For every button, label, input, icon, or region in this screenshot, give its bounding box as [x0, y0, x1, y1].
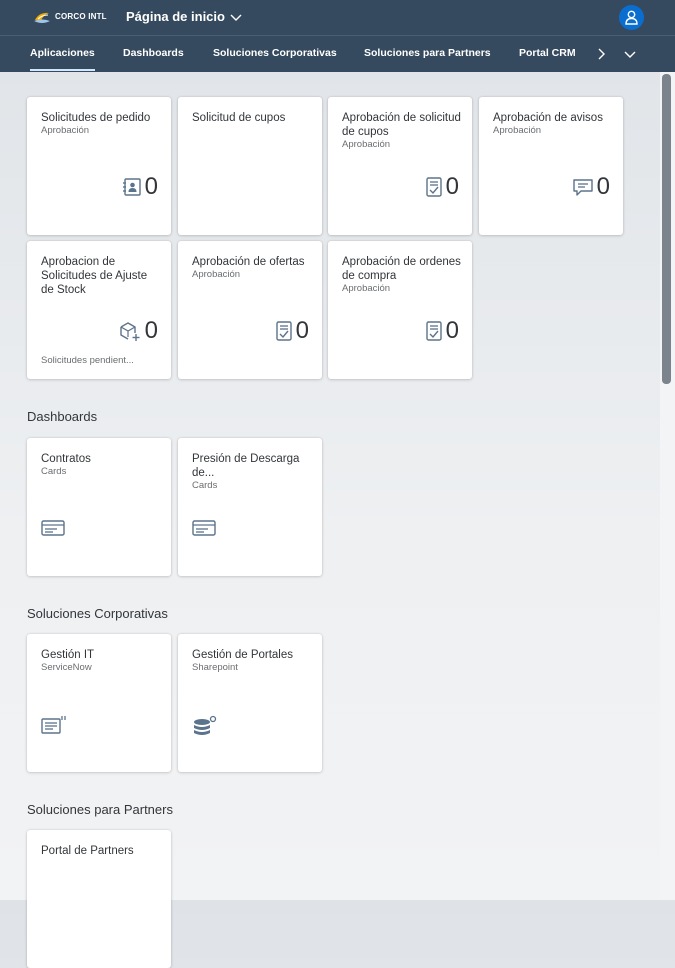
tile-title: Aprobación de ordenes de compra: [342, 256, 461, 282]
section-title-soluciones-partners: Soluciones para Partners: [27, 802, 173, 817]
tile-title: Presión de Descarga de...: [192, 453, 300, 479]
user-avatar-button[interactable]: [619, 5, 644, 30]
tile-footer: Solicitudes pendient...: [41, 355, 134, 366]
company-logo-text: CORCO INTL: [55, 12, 107, 21]
tile-title: Portal de Partners: [41, 845, 134, 857]
tile-subtitle: ServiceNow: [41, 662, 92, 673]
tab-aplicaciones[interactable]: Aplicaciones: [30, 47, 95, 59]
contact-card-icon: [122, 177, 142, 197]
tile-title: Solicitud de cupos: [192, 112, 286, 124]
section-title-soluciones-corporativas: Soluciones Corporativas: [27, 606, 168, 621]
tile-aprobacion-de-ofertas[interactable]: [178, 241, 322, 379]
tile-title: Gestión de Portales: [192, 649, 294, 661]
tile-header: [493, 111, 613, 137]
tile-subtitle: Cards: [41, 466, 67, 477]
tile-kpi: [425, 174, 459, 200]
tile-title: Contratos: [41, 453, 91, 465]
tile-kpi: [275, 318, 309, 344]
kpi-number: 0: [295, 317, 309, 344]
tile-title: Aprobación de ofertas: [192, 256, 305, 268]
tile-header: [41, 111, 161, 137]
tile-subtitle: Aprobación: [192, 269, 241, 280]
approval-doc-icon: [425, 176, 443, 198]
launchpad-content: [0, 72, 660, 900]
tile-title: Gestión IT: [41, 649, 95, 661]
comment-icon: [572, 177, 594, 197]
tile-subtitle: Aprobación: [342, 139, 391, 150]
section-title-dashboards: Dashboards: [27, 409, 98, 424]
tile-presion-de-descarga[interactable]: [178, 438, 322, 576]
tile-header: [192, 648, 312, 674]
database-icon: [192, 715, 218, 737]
tile-subtitle: Aprobación: [342, 283, 391, 294]
tab-soluciones-corporativas[interactable]: Soluciones Corporativas: [213, 47, 337, 59]
tile-kpi: [425, 318, 459, 344]
page-title[interactable]: Página de inicio: [126, 9, 225, 24]
kpi-number: 0: [445, 173, 459, 200]
tile-solicitudes-de-pedido[interactable]: [27, 97, 171, 235]
tile-title: Aprobación de solicitud de cupos: [342, 112, 461, 138]
tile-header: [342, 111, 462, 151]
chevron-down-icon[interactable]: [624, 48, 636, 60]
service-list-icon: [41, 715, 67, 735]
company-logo-icon[interactable]: [33, 9, 51, 25]
tile-gestion-de-portales[interactable]: [178, 634, 322, 772]
tile-aprobacion-ordenes-compra[interactable]: [328, 241, 472, 379]
tile-subtitle: Cards: [192, 480, 218, 491]
tile-header: [41, 255, 161, 297]
tile-contratos[interactable]: [27, 438, 171, 576]
tile-portal-de-partners[interactable]: [27, 830, 171, 968]
tile-solicitud-de-cupos[interactable]: [178, 97, 322, 235]
chevron-down-icon[interactable]: [230, 12, 242, 22]
approval-doc-icon: [275, 320, 293, 342]
tab-soluciones-partners[interactable]: Soluciones para Partners: [364, 47, 491, 59]
tile-aprobacion-solicitud-cupos[interactable]: [328, 97, 472, 235]
tile-kpi: [118, 318, 158, 344]
tile-gestion-it[interactable]: [27, 634, 171, 772]
tile-kpi: [122, 174, 158, 200]
tile-header: [41, 844, 161, 858]
approval-doc-icon: [425, 320, 443, 342]
tile-header: [342, 255, 462, 295]
card-icon: [192, 519, 216, 537]
tile-header: [192, 452, 312, 492]
card-icon: [41, 519, 65, 537]
chevron-right-icon[interactable]: [596, 48, 606, 60]
tile-aprobacion-de-avisos[interactable]: [479, 97, 623, 235]
tile-aprobacion-ajuste-stock[interactable]: [27, 241, 171, 379]
tile-subtitle: Aprobación: [493, 125, 542, 136]
person-icon: [625, 10, 638, 25]
tile-title: Solicitudes de pedido: [41, 112, 151, 124]
tile-header: [192, 255, 312, 281]
scrollbar-thumb[interactable]: [662, 74, 671, 384]
shell-bar: [0, 0, 675, 72]
tab-dashboards[interactable]: Dashboards: [123, 47, 184, 59]
shell-top-row: [0, 0, 675, 35]
product-adjust-icon: [118, 320, 142, 342]
kpi-number: 0: [596, 173, 610, 200]
tile-subtitle: Aprobación: [41, 125, 90, 136]
kpi-number: 0: [144, 317, 158, 344]
tile-subtitle: Sharepoint: [192, 662, 238, 673]
kpi-number: 0: [144, 173, 158, 200]
tile-title: Aprobación de avisos: [493, 112, 603, 124]
tab-portal-crm[interactable]: Portal CRM: [519, 47, 576, 59]
anchor-navigation-bar: [0, 36, 675, 72]
kpi-number: 0: [445, 317, 459, 344]
tile-header: [192, 111, 312, 125]
tile-kpi: [572, 174, 610, 200]
tile-header: [41, 452, 161, 478]
tile-title: Aprobacion de Solicitudes de Ajuste de Stock: [41, 256, 148, 296]
tile-header: [41, 648, 161, 674]
